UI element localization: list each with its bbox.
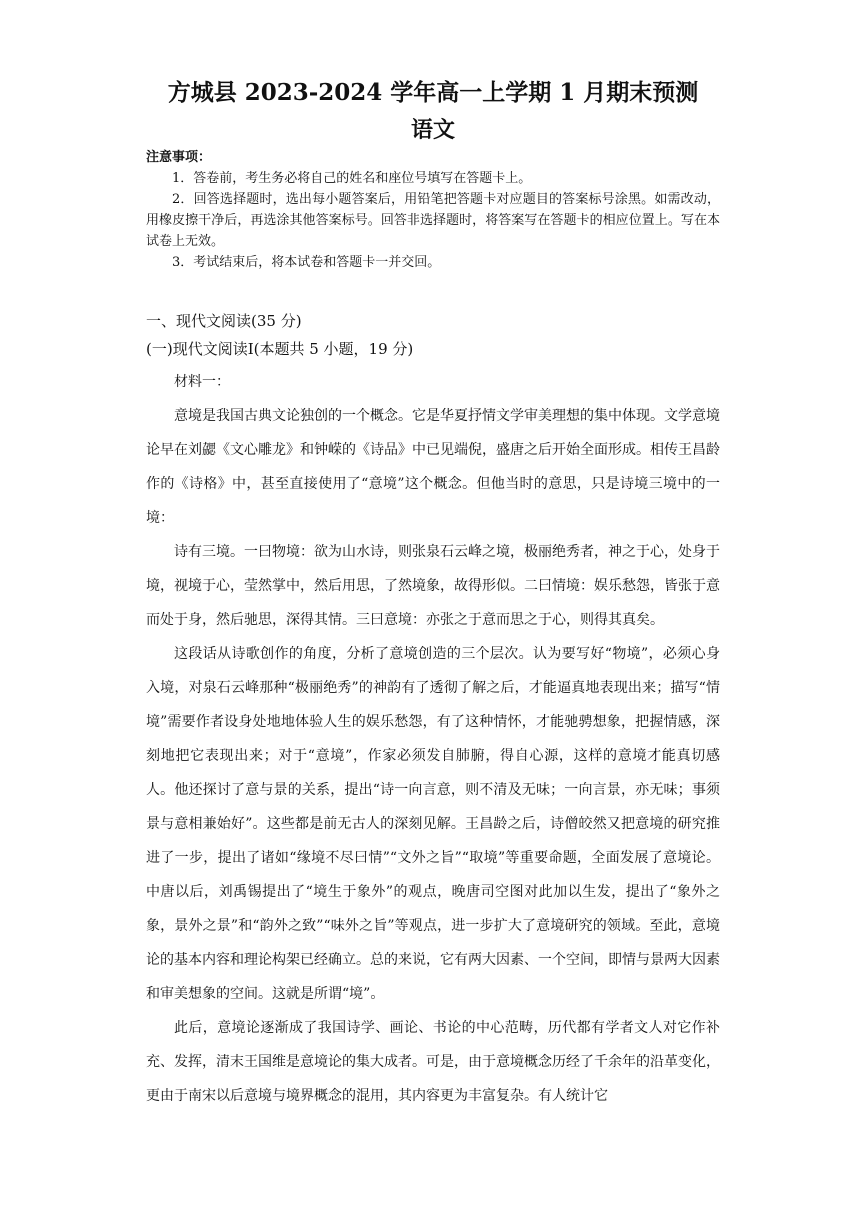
paragraph: 诗有三境。一曰物境：欲为山水诗，则张泉石云峰之境，极丽绝秀者，神之于心，处身于境，视境于心，莹然掌中，然后用思，了然境象，故得形似。二曰情境：娱乐愁怨，皆张于意而处于身，然后驰思，深得其情。三曰意境：亦张之于意而思之于心，则得其真矣。 <box>146 544 720 628</box>
section-heading: 一、现代文阅读(35 分) <box>146 312 302 330</box>
notice-item: 1．答卷前，考生务必将自己的姓名和座位号填写在答题卡上。 <box>172 171 532 186</box>
reading-material <box>146 365 720 1113</box>
paragraph: 这段话从诗歌创作的角度，分析了意境创造的三个层次。认为要写好“物境”，必须心身入境，对泉石云峰那种“极丽绝秀”的神韵有了透彻了解之后，才能逼真地表现出来；描写“情境”需要作者设身处地地体验人生的娱乐愁怨，有了这种情怀，才能驰骋想象，把握情感，深刻地把它表现出来；对于“意境”，作家必须发自肺腑，得自心源，这样的意境才能真切感人。他还探讨了意与景的关系，提出“诗一向言意，则不清及无味；一向言景，亦无味；事须景与意相兼始好”。这些都是前无古人的深刻见解。王昌龄之后，诗僧皎然又把意境的研究推进了一步，提出了诸如“缘境不尽曰情”“文外之旨”“取境”等重要命题，全面发展了意境论。中唐以后，刘禹锡提出了“境生于象外”的观点，晚唐司空图对此加以生发，提出了“象外之象，景外之景”和“韵外之致”“味外之旨”等观点，进一步扩大了意境研究的领域。至此，意境论的基本内容和理论构架已经确立。总的来说，它有两大因素、一个空间，即情与景两大因素和审美想象的空间。这就是所谓“境”。 <box>146 646 720 1002</box>
exam-title: 方城县 2023-2024 学年高一上学期 1 月期末预测 <box>167 79 699 106</box>
notice-heading: 注意事项： <box>146 150 212 165</box>
notice-list <box>146 168 720 273</box>
subsection-heading: (一)现代文阅读Ⅰ(本题共 5 小题，19 分) <box>146 340 414 358</box>
paragraph: 意境是我国古典文论独创的一个概念。它是华夏抒情文学审美理想的集中体现。文学意境论早在刘勰《文心雕龙》和钟嵘的《诗品》中已见端倪，盛唐之后开始全面形成。相传王昌龄作的《诗格》中，甚至直接使用了“意境”这个概念。但他当时的意思，只是诗境三境中的一境： <box>146 408 720 526</box>
subject-title: 语文 <box>410 117 455 143</box>
paragraph: 此后，意境论逐渐成了我国诗学、画论、书论的中心范畴，历代都有学者文人对它作补充、发挥，清末王国维是意境论的集大成者。可是，由于意境概念历经了千余年的沿革变化，更由于南宋以后意境与境界概念的混用，其内容更为丰富复杂。有人统计它 <box>146 1020 720 1104</box>
material-label: 材料一： <box>174 374 230 390</box>
notice-item: 3．考试结束后，将本试卷和答题卡一并交回。 <box>172 255 441 270</box>
notice-item: 2．回答选择题时，选出每小题答案后，用铅笔把答题卡对应题目的答案标号涂黑。如需改动，用橡皮擦干净后，再选涂其他答案标号。回答非选择题时，将答案写在答题卡的相应位置上。写在本试卷上无效。 <box>146 192 720 249</box>
